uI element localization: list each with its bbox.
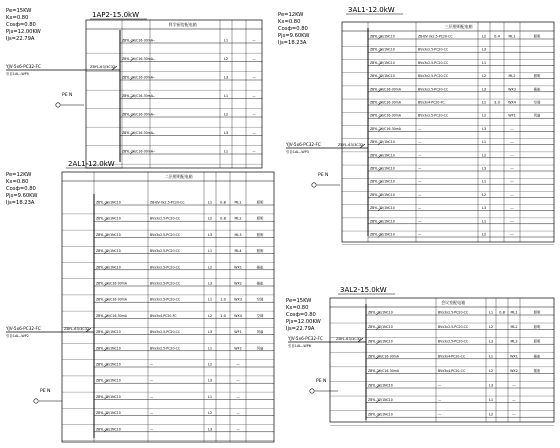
cable-spec: BVx3x4-PC20-FC <box>150 313 177 318</box>
breaker-label: ZBYL-32/1NC10 <box>370 34 395 39</box>
cable-spec: BVx3x2.5-PC20-CC <box>150 216 181 221</box>
load-param: Cosф=0.80 <box>6 22 36 28</box>
phase-label: L3 <box>481 47 487 52</box>
circuit-number: — <box>512 383 516 388</box>
cable-spec: BVx3x2.5-PC20-CC <box>150 232 181 237</box>
circuit-number: — <box>510 140 514 145</box>
circuit-number: — <box>510 153 514 158</box>
circuit-number: ML1 <box>508 34 516 39</box>
panel-title: 1AP2-15.0kW <box>92 11 140 19</box>
load-name: 照明 <box>533 339 541 344</box>
phase-label: L1 <box>488 398 494 403</box>
cable-spec: — <box>150 394 154 399</box>
cable-spec: BVx3x2.5-PC20-CC <box>150 265 181 270</box>
feeder-source-label: 引自1AL--WP3 <box>286 150 309 154</box>
breaker-label: ZBYL-32/1NC10 <box>96 427 121 432</box>
phase-label: L1 <box>488 354 494 359</box>
breaker-label: ZBYL-32/1NC10 <box>96 411 121 416</box>
load-name: 风扇 <box>256 346 264 351</box>
kw-value: 1.0 <box>220 313 226 318</box>
circuit-number: — <box>510 126 514 131</box>
load-param: Cosф=0.80 <box>278 26 308 32</box>
phase-label: L1 <box>488 310 494 315</box>
distribution-box-frame <box>330 298 554 422</box>
cable-spec: — <box>150 427 154 432</box>
circuit-number: WX1 <box>510 354 518 359</box>
phase-label: L1 <box>481 140 487 145</box>
circuit-number: — <box>510 192 514 197</box>
load-param: Pe=15KW <box>286 298 312 304</box>
breaker-label: ZBYL-32/1NC10 <box>368 398 393 403</box>
load-name: 照明 <box>533 325 541 330</box>
cable-spec: — <box>418 232 422 237</box>
cable-spec: — <box>418 206 422 211</box>
cable-spec: — <box>438 383 442 388</box>
circuit-number: WX2 <box>234 281 242 286</box>
load-name: — <box>252 112 256 117</box>
breaker-label: ZBYL-32/1NC10 <box>96 362 121 367</box>
phase-label: L1 <box>481 100 487 105</box>
phase-label: L1 <box>207 297 213 302</box>
cable-spec: BVx3x2.5-PC20-CC <box>150 346 181 351</box>
cable-spec: BVx3x2.5-PC20-CC <box>150 330 181 335</box>
load-name: 插座 <box>533 368 541 373</box>
circuit-number: — <box>512 398 516 403</box>
breaker-label: ZBYL-32/1NC10 <box>368 339 393 344</box>
load-param: Ijs=22.79A <box>286 326 315 332</box>
breaker-label: ZBYL-32/1NC10 <box>96 249 121 254</box>
cable-spec: BVx3x2.5-PC20-CC <box>438 325 469 330</box>
box-header-title: 二层照明配电箱 <box>164 174 193 179</box>
main-breaker-label: ZBYL-63/3C32 <box>336 337 362 341</box>
breaker-label: ZBYL-32/1NC10 <box>370 153 395 158</box>
breaker-label: ZBYL-32/1NC10 <box>370 74 395 79</box>
kw-value: 0.8 <box>499 310 505 315</box>
cable-spec: — <box>152 94 156 98</box>
load-name: — <box>252 38 256 43</box>
ground-terminal-symbol <box>310 389 314 393</box>
breaker-label: ZBYL-32/1NC10 <box>370 60 395 65</box>
panel-2al1 <box>5 160 274 442</box>
cable-spec: BVx3x4-PC20-CC <box>438 368 466 373</box>
load-name: 风扇 <box>533 113 541 118</box>
load-param: Pjs=9.60KW <box>278 33 310 39</box>
load-name: — <box>252 149 256 154</box>
breaker-label: ZBYL-20/C16-30mA <box>96 313 127 318</box>
breaker-label: ZBYL-20/C16-30mA <box>122 94 153 98</box>
cable-spec: BVx3x2.5-PC20-CC <box>438 339 469 344</box>
cable-spec: ZB-BV-3x2.5-PC20-CC <box>418 34 453 39</box>
breaker-label: ZBYL-20/C16-30mA <box>96 281 127 286</box>
load-name: 空调 <box>256 297 264 302</box>
cable-spec: BVx3x4-PC20-FC <box>418 100 445 105</box>
breaker-label: ZBYL-32/1NC10 <box>96 378 121 383</box>
circuit-number: ML2 <box>510 325 518 330</box>
ground-terminal-symbol <box>312 183 316 187</box>
panel-title: 3AL1-12.0kW <box>348 6 395 14</box>
breaker-label: ZBYL-32/1NC10 <box>368 310 393 315</box>
cable-spec: BVx3x2.5-PC20-CC <box>418 47 449 52</box>
phase-label: L1 <box>223 94 229 98</box>
phase-label: L3 <box>207 378 213 383</box>
phase-label: L2 <box>207 362 213 367</box>
phase-label: L2 <box>488 368 494 373</box>
phase-label: L2 <box>207 313 213 318</box>
phase-label: L1 <box>481 60 487 65</box>
circuit-number: — <box>236 427 240 432</box>
phase-label: L2 <box>481 34 487 39</box>
kw-value: 0.4 <box>494 34 500 39</box>
load-name: — <box>252 94 256 98</box>
phase-label: L1 <box>207 346 213 351</box>
circuit-number: — <box>510 166 514 171</box>
load-param: Cosф=0.80 <box>6 186 36 192</box>
kw-value: 1.0 <box>220 297 226 302</box>
cable-spec: — <box>152 38 156 43</box>
breaker-label: ZBYL-32/1NC10 <box>96 394 121 399</box>
load-name: 插座 <box>256 281 264 286</box>
cable-spec: BVx3x2.5-PC20-CC <box>438 310 469 315</box>
phase-label: L2 <box>481 153 487 158</box>
feeder-label: YJV-5x6-PC32-FC <box>286 142 321 147</box>
phase-label: L3 <box>207 281 213 286</box>
phase-label: L3 <box>488 383 494 388</box>
cable-spec: — <box>150 362 154 367</box>
load-name: — <box>252 131 256 135</box>
cable-spec: BVx3x2.5-PC20-CC <box>150 281 181 286</box>
phase-label: L1 <box>207 394 213 399</box>
breaker-label: ZBYL-32/1NC10 <box>96 232 121 237</box>
feeder-label: YJV-5x6-PC32-FC <box>6 326 41 331</box>
phase-label: L2 <box>223 112 229 117</box>
breaker-label: ZBYL-20/C16-30mA <box>368 368 399 373</box>
breaker-label: ZBYL-20/C16-30mA <box>122 112 153 117</box>
load-param: Pjs=12.00KW <box>6 29 41 35</box>
circuit-number: WF1 <box>508 113 516 118</box>
load-name: 空调 <box>256 313 264 318</box>
circuit-number: — <box>510 179 514 184</box>
load-name: — <box>252 75 256 80</box>
cable-spec: BVx3x2.5-PC20-CC <box>418 74 449 79</box>
circuit-number: ML3 <box>234 232 242 237</box>
load-name: 插座 <box>533 87 541 92</box>
load-param: Kx=0.80 <box>6 15 29 21</box>
breaker-label: ZBYL-20/C16-30mA <box>370 87 401 92</box>
load-name: 插座 <box>256 265 264 270</box>
breaker-label: ZBYL-32/1NC10 <box>370 140 395 145</box>
phase-label: L1 <box>207 249 213 254</box>
cable-spec: — <box>418 153 422 158</box>
circuit-number: — <box>236 378 240 383</box>
cable-spec: — <box>418 179 422 184</box>
circuit-number: — <box>510 219 514 224</box>
feeder-label: YJV-5x6-PC32-FC <box>288 336 323 341</box>
load-param: Kx=0.80 <box>278 19 301 25</box>
phase-label: L3 <box>481 166 487 171</box>
feeder-label: YJV-5x6-PC32-FC <box>6 64 41 69</box>
cable-spec: — <box>418 192 422 197</box>
pe-n-label: PE N <box>316 379 327 384</box>
circuit-number: — <box>510 232 514 237</box>
phase-label: L2 <box>481 74 487 79</box>
breaker-label: ZBYL-32/1NC10 <box>96 216 121 221</box>
load-param: Ijs=18.23A <box>6 200 35 206</box>
breaker-label: ZBYL-20/C16-30mA <box>122 38 153 43</box>
circuit-number: WX1 <box>234 265 242 270</box>
main-breaker-label: ZBYL-63/3C32 <box>338 143 364 147</box>
load-name: 照明 <box>256 249 264 254</box>
breaker-label: ZBYL-32/1NC10 <box>370 166 395 171</box>
circuit-number: ML4 <box>234 249 242 254</box>
panel-3al1 <box>278 6 554 244</box>
feeder-source-label: 引自1AL--WP6 <box>288 344 311 348</box>
feeder-source-label: 引自1AL--WP5 <box>6 72 29 76</box>
load-param: Pjs=12.00KW <box>286 319 321 325</box>
box-header-title: 会议室配电箱 <box>441 300 466 305</box>
phase-label: L2 <box>488 412 494 417</box>
load-param: Kx=0.80 <box>286 305 309 311</box>
circuit-number: WX3 <box>508 87 516 92</box>
breaker-label: ZBYL-32/1NC10 <box>370 206 395 211</box>
breaker-label: ZBYL-32/1NC10 <box>370 192 395 197</box>
load-param: Pjs=9.60KW <box>6 193 38 199</box>
circuit-number: ML1 <box>510 310 518 315</box>
breaker-label: ZBYL-20/C16-30mA <box>370 100 401 105</box>
circuit-number: WX4 <box>234 313 242 318</box>
cable-spec: ZB-BV-3x2.5-PC20-CC <box>150 200 185 205</box>
cable-spec: BVx3x4-PC20-CC <box>438 354 466 359</box>
phase-label: L3 <box>207 427 213 432</box>
phase-label: L2 <box>481 232 487 237</box>
phase-label: L3 <box>481 87 487 92</box>
box-header-title: 三层照明配电箱 <box>444 24 473 29</box>
breaker-label: ZBYL-20/C16-30mA <box>122 57 153 61</box>
cable-spec: BVx3x2.5-PC20-CC <box>418 87 449 92</box>
breaker-label: ZBYL-20/C16-30mA <box>370 126 401 131</box>
breaker-label: ZBYL-32/1NC10 <box>370 232 395 237</box>
cable-spec: — <box>152 75 156 80</box>
circuit-number: WF2 <box>234 346 242 351</box>
load-name: 照明 <box>533 74 541 79</box>
cable-spec: — <box>418 140 422 145</box>
load-name: 照明 <box>256 216 264 221</box>
load-name: 照明 <box>533 310 541 315</box>
cable-spec: — <box>438 412 442 417</box>
breaker-label: ZBYL-32/1NC10 <box>96 346 121 351</box>
cable-spec: BVx3x2.5-PC20-CC <box>150 249 181 254</box>
cable-spec: BVx3x2.5-PC20-CC <box>418 113 449 118</box>
circuit-number: — <box>512 412 516 417</box>
cable-spec: — <box>418 166 422 171</box>
load-param: Pe=15KW <box>6 8 32 14</box>
phase-label: L3 <box>223 75 229 80</box>
circuit-number: — <box>510 206 514 211</box>
circuit-number: ML3 <box>510 339 518 344</box>
circuit-number: ML2 <box>508 74 516 79</box>
load-name: 空调 <box>533 100 541 105</box>
breaker-label: ZBYL-32/1NC10 <box>368 383 393 388</box>
phase-label: L2 <box>223 57 229 61</box>
load-name: 照明 <box>256 200 264 205</box>
breaker-label: ZBYL-32/1NC10 <box>368 325 393 330</box>
ground-terminal-symbol <box>34 399 38 403</box>
phase-label: L2 <box>207 265 213 270</box>
cable-spec: — <box>152 131 156 135</box>
phase-label: L1 <box>481 179 487 184</box>
circuit-number: — <box>236 362 240 367</box>
phase-label: L2 <box>481 113 487 118</box>
cable-spec: — <box>150 411 154 416</box>
load-name: — <box>252 57 256 61</box>
phase-label: L2 <box>207 411 213 416</box>
load-name: 照明 <box>256 232 264 237</box>
breaker-label: ZBYL-32/1NC10 <box>96 200 121 205</box>
pe-n-label: PE N <box>40 389 51 394</box>
breaker-label: ZBYL-20/C16-30mA <box>122 149 153 154</box>
breaker-label: ZBYL-20/C16-30mA <box>370 113 401 118</box>
cable-spec: — <box>152 149 156 154</box>
breaker-label: ZBYL-20/C16-30mA <box>368 354 399 359</box>
load-param: Cosф=0.80 <box>286 312 316 318</box>
load-param: Pe=12KW <box>6 172 32 178</box>
cable-spec: — <box>418 219 422 224</box>
kw-value: 3.0 <box>494 100 500 105</box>
breaker-label: ZBYL-20/C16-30mA <box>122 75 153 80</box>
main-breaker-label: ZBYL-63/3C32 <box>90 65 116 69</box>
cable-spec: — <box>152 112 156 117</box>
load-param: Pe=12KW <box>278 12 304 18</box>
phase-label: L1 <box>207 200 213 205</box>
panel-3al2 <box>286 286 554 425</box>
load-param: Ijs=18.23A <box>278 40 307 46</box>
ground-terminal-symbol <box>56 103 60 107</box>
main-breaker-label: ZBYL-63/3C32 <box>64 327 90 331</box>
cable-spec: — <box>418 126 422 131</box>
kw-value: 0.8 <box>220 216 226 221</box>
phase-label: L2 <box>488 325 494 330</box>
breaker-label: ZBYL-20/C16-30mA <box>96 297 127 302</box>
phase-label: L1 <box>223 149 229 154</box>
phase-label: L2 <box>481 192 487 197</box>
circuit-number: ML1 <box>234 200 242 205</box>
load-name: 插座 <box>533 354 541 359</box>
breaker-label: ZBYL-32/1NC10 <box>370 179 395 184</box>
breaker-label: ZBYL-20/C16-30mA <box>122 131 153 135</box>
phase-label: L3 <box>207 232 213 237</box>
feeder-source-label: 引自1AL--WP2 <box>6 334 29 338</box>
breaker-label: ZBYL-32/1NC10 <box>96 330 121 335</box>
circuit-number: — <box>236 394 240 399</box>
load-name: 照明 <box>533 34 541 39</box>
box-header-title: 科学厨房配电箱 <box>168 22 197 27</box>
kw-value: 0.8 <box>220 200 226 205</box>
panel-title: 3AL2-15.0kW <box>340 286 387 294</box>
circuit-number: — <box>236 411 240 416</box>
cable-spec: BVx3x2.5-PC20-CC <box>150 297 181 302</box>
cable-spec: BVx3x2.5-PC20-CC <box>418 60 449 65</box>
phase-label: L3 <box>481 126 487 131</box>
breaker-label: ZBYL-32/1NC10 <box>96 265 121 270</box>
phase-label: L1 <box>481 219 487 224</box>
cable-spec: — <box>438 398 442 403</box>
pe-n-label: PE N <box>318 173 329 178</box>
breaker-label: ZBYL-32/1NC10 <box>370 47 395 52</box>
circuit-number: ML2 <box>234 216 242 221</box>
circuit-number: WX3 <box>234 297 242 302</box>
load-param: Ijs=22.79A <box>6 36 35 42</box>
circuit-number: WF1 <box>234 330 242 335</box>
cable-spec: — <box>152 57 156 61</box>
cable-spec: — <box>150 378 154 383</box>
phase-label: L1 <box>223 38 229 43</box>
circuit-number: WX4 <box>508 100 516 105</box>
panel-title: 2AL1-12.0kW <box>68 160 115 168</box>
phase-label: L3 <box>488 339 494 344</box>
phase-label: L2 <box>207 216 213 221</box>
load-param: Kx=0.80 <box>6 179 29 185</box>
pe-n-label: PE N <box>62 93 73 98</box>
breaker-label: ZBYL-32/1NC10 <box>368 412 393 417</box>
phase-label: L3 <box>481 206 487 211</box>
phase-label: L3 <box>207 330 213 335</box>
load-name: 风扇 <box>256 330 264 335</box>
breaker-label: ZBYL-32/1NC10 <box>370 219 395 224</box>
circuit-number: WX2 <box>510 368 518 373</box>
panel-1ap2 <box>5 8 262 168</box>
phase-label: L3 <box>223 131 229 135</box>
